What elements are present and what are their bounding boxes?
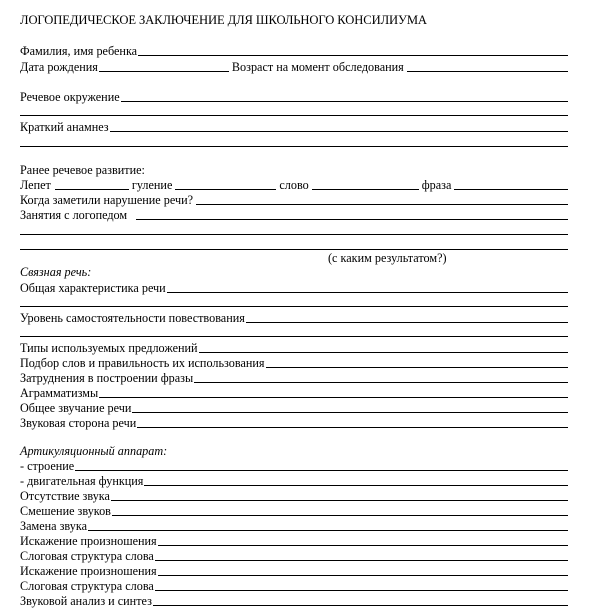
sound-analysis-line[interactable] <box>153 595 568 606</box>
birth-date-line[interactable] <box>99 61 229 72</box>
structure-line[interactable] <box>75 460 568 471</box>
field-sound-replacement <box>20 518 568 533</box>
early-dev-heading <box>20 162 568 177</box>
birth-date-label: Дата рождения <box>20 60 98 74</box>
result-note: (с каким результатом?) <box>328 251 447 265</box>
structure-label: - строение <box>20 459 75 473</box>
field-syllable-structure-2 <box>20 578 568 593</box>
field-sound-analysis <box>20 593 568 608</box>
cooing-line[interactable] <box>175 179 276 190</box>
age-label: Возраст на момент обследования <box>231 60 404 74</box>
age-line[interactable] <box>407 61 568 72</box>
phrase-difficulty-label: Затруднения в построении фразы <box>20 371 194 385</box>
babble-label: Лепет <box>20 178 51 192</box>
field-sound-side <box>20 415 568 430</box>
speech-therapy-line-2[interactable] <box>20 234 568 235</box>
agrammatisms-line[interactable] <box>99 387 568 398</box>
phrase-difficulty-line[interactable] <box>194 372 568 383</box>
general-char-label: Общая характеристика речи <box>20 281 166 295</box>
independence-label: Уровень самостоятельности повествования <box>20 311 245 325</box>
motor-function-label: - двигательная функция <box>20 474 144 488</box>
early-dev-label: Ранее речевое развитие: <box>20 163 145 177</box>
phrase-label: фраза <box>421 178 452 192</box>
field-overall-sound <box>20 400 568 415</box>
child-name-label: Фамилия, имя ребенка <box>20 44 138 58</box>
field-noticed <box>20 192 568 207</box>
distortion-1-line[interactable] <box>158 535 568 546</box>
child-name-line[interactable] <box>138 45 568 56</box>
field-birth-date <box>20 59 568 74</box>
sound-side-line[interactable] <box>137 417 568 428</box>
distortion-2-line[interactable] <box>158 565 568 576</box>
sound-analysis-label: Звуковой анализ и синтез <box>20 594 152 608</box>
distortion-2-label: Искажение произношения <box>20 564 157 578</box>
phrase-line[interactable] <box>454 179 568 190</box>
sound-replacement-line[interactable] <box>88 520 568 531</box>
overall-sound-line[interactable] <box>132 402 568 413</box>
distortion-1-label: Искажение произношения <box>20 534 157 548</box>
general-char-line-2[interactable] <box>20 306 568 307</box>
speech-env-line-2[interactable] <box>20 115 568 116</box>
field-sound-mixing <box>20 503 568 518</box>
overall-sound-label: Общее звучание речи <box>20 401 132 415</box>
babble-line[interactable] <box>55 179 129 190</box>
word-label: слово <box>279 178 309 192</box>
coherent-speech-label: Связная речь: <box>20 265 92 279</box>
field-sentence-types <box>20 340 568 355</box>
speech-therapy-line-3[interactable] <box>20 249 568 250</box>
field-structure <box>20 458 568 473</box>
field-distortion-1 <box>20 533 568 548</box>
independence-line[interactable] <box>246 312 568 323</box>
independence-line-2[interactable] <box>20 336 568 337</box>
sentence-types-label: Типы используемых предложений <box>20 341 198 355</box>
word-choice-line[interactable] <box>266 357 568 368</box>
syllable-structure-1-line[interactable] <box>155 550 568 561</box>
speech-env-line[interactable] <box>121 91 568 102</box>
field-early-milestones <box>20 177 568 192</box>
anamnesis-line[interactable] <box>110 121 568 132</box>
agrammatisms-label: Аграмматизмы <box>20 386 99 400</box>
field-speech-therapy <box>20 207 568 222</box>
syllable-structure-2-line[interactable] <box>155 580 568 591</box>
sound-side-label: Звуковая сторона речи <box>20 416 137 430</box>
field-motor-function <box>20 473 568 488</box>
sound-absence-label: Отсутствие звука <box>20 489 110 503</box>
field-phrase-difficulty <box>20 370 568 385</box>
anamnesis-line-2[interactable] <box>20 146 568 147</box>
field-independence <box>20 310 568 325</box>
cooing-label: гуление <box>131 178 173 192</box>
articulation-heading <box>20 443 568 458</box>
speech-therapy-line[interactable] <box>136 209 568 220</box>
field-word-choice <box>20 355 568 370</box>
sentence-types-line[interactable] <box>199 342 568 353</box>
field-distortion-2 <box>20 563 568 578</box>
field-syllable-structure-1 <box>20 548 568 563</box>
field-speech-env <box>20 89 568 104</box>
motor-function-line[interactable] <box>144 475 568 486</box>
noticed-label: Когда заметили нарушение речи? <box>20 193 194 207</box>
form-title: ЛОГОПЕДИЧЕСКОЕ ЗАКЛЮЧЕНИЕ ДЛЯ ШКОЛЬНОГО КОНСИЛИУМА <box>20 13 427 27</box>
syllable-structure-2-label: Слоговая структура слова <box>20 579 154 593</box>
speech-env-label: Речевое окружение <box>20 90 120 104</box>
coherent-speech-heading <box>20 264 568 279</box>
field-sound-absence <box>20 488 568 503</box>
word-choice-label: Подбор слов и правильность их использования <box>20 356 265 370</box>
articulation-label: Артикуляционный аппарат: <box>20 444 168 458</box>
anamnesis-label: Краткий анамнез <box>20 120 109 134</box>
sound-replacement-label: Замена звука <box>20 519 88 533</box>
field-general-char <box>20 280 568 295</box>
field-child-name <box>20 43 568 58</box>
general-char-line[interactable] <box>167 282 568 293</box>
syllable-structure-1-label: Слоговая структура слова <box>20 549 154 563</box>
field-anamnesis <box>20 119 568 134</box>
noticed-line[interactable] <box>196 194 568 205</box>
word-line[interactable] <box>312 179 419 190</box>
field-agrammatisms <box>20 385 568 400</box>
sound-absence-line[interactable] <box>111 490 568 501</box>
speech-therapy-label: Занятия с логопедом <box>20 208 128 222</box>
sound-mixing-line[interactable] <box>112 505 568 516</box>
sound-mixing-label: Смешение звуков <box>20 504 111 518</box>
